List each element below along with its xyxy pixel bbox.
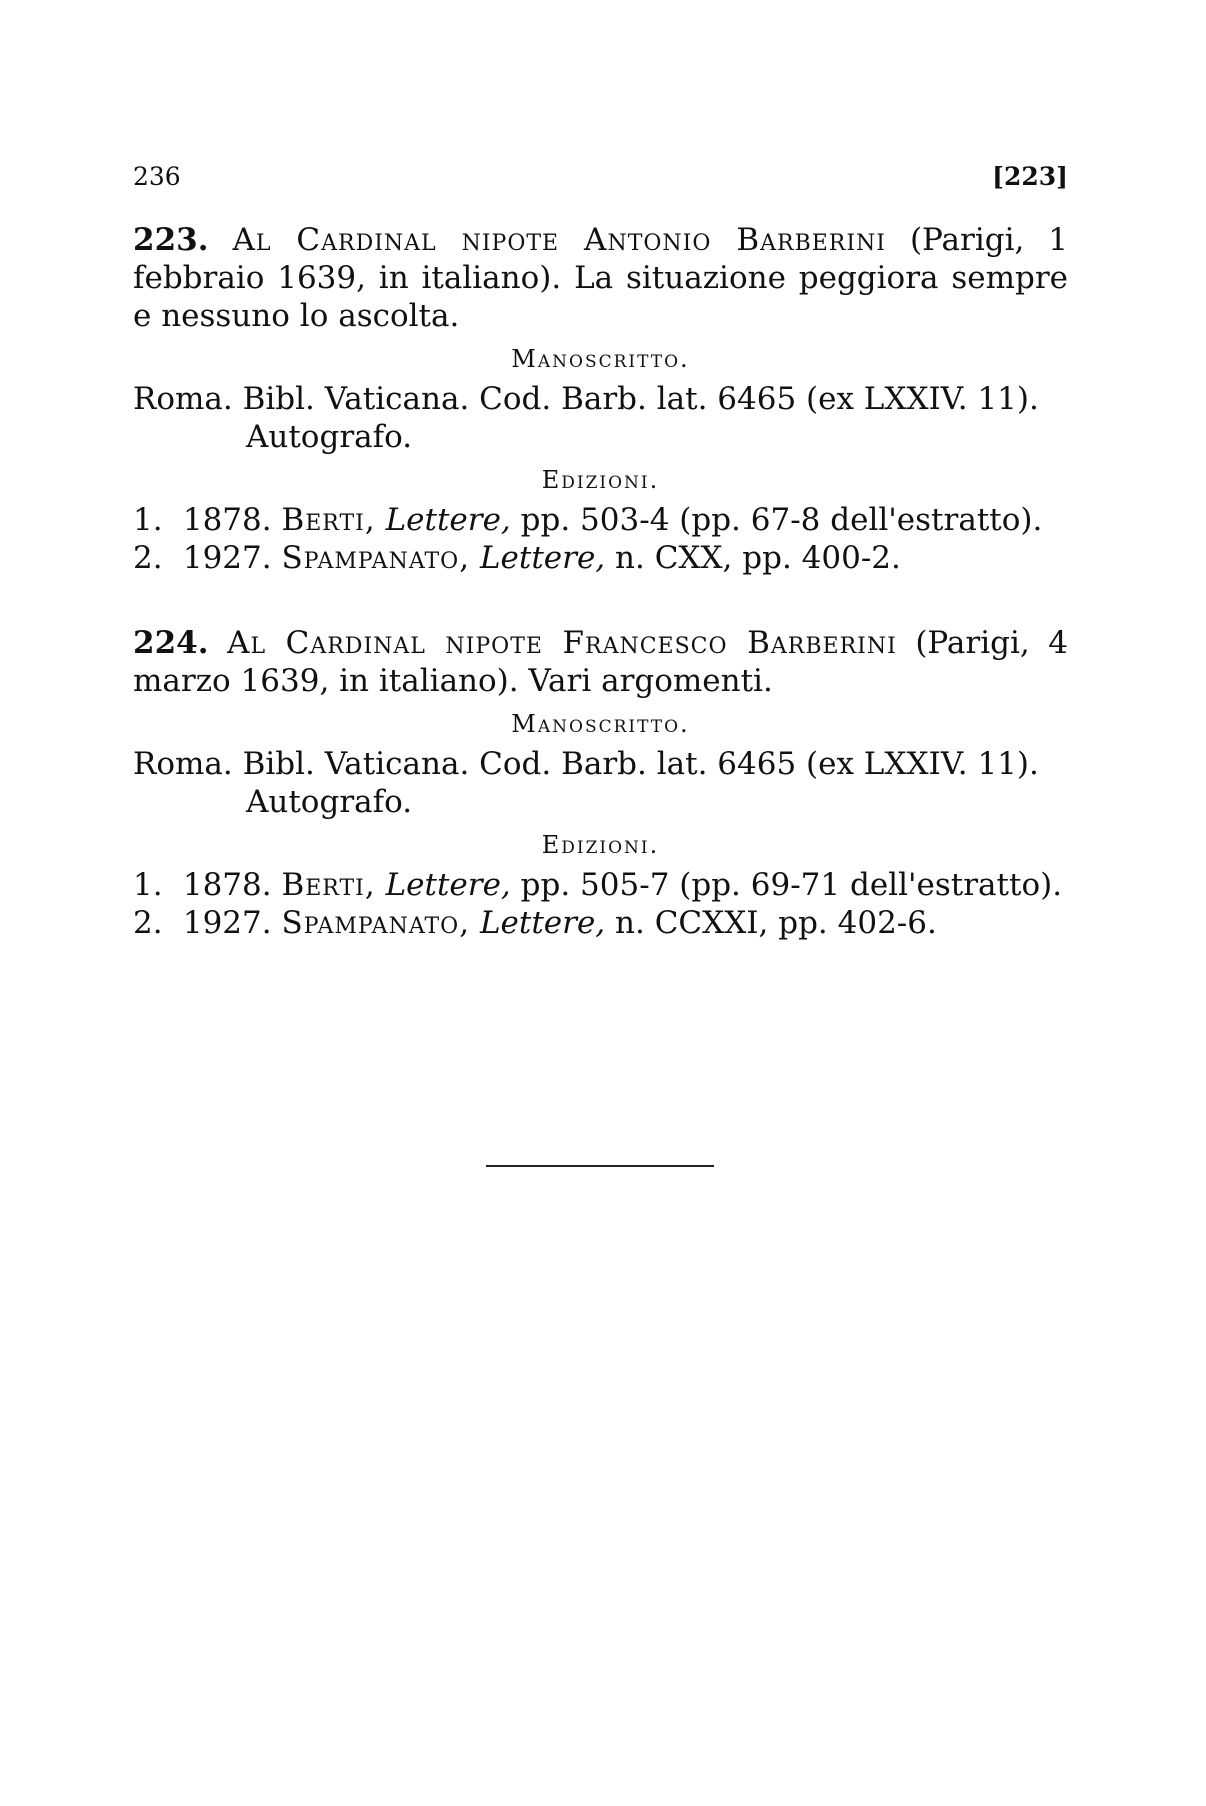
letter-entry-223 bbox=[133, 221, 1068, 577]
editions-label: Edizioni. bbox=[541, 466, 660, 494]
entry-summary: (Parigi, 1 febbraio 1639, in italiano). La situazione peggiora sempre e nessuno lo ascolta. bbox=[133, 222, 1069, 334]
edition-author: Spampanato, bbox=[281, 905, 471, 941]
edition-author: Berti, bbox=[281, 867, 376, 903]
edition-year: 1927. bbox=[182, 540, 272, 576]
edition-title: Lettere, bbox=[479, 540, 606, 576]
manuscript-note: Autografo. bbox=[246, 784, 413, 820]
entry-number: 224. bbox=[133, 625, 209, 661]
edition-author: Spampanato, bbox=[281, 540, 471, 576]
end-rule-divider bbox=[486, 1165, 714, 1167]
entry-heading bbox=[133, 624, 1068, 700]
edition-title: Lettere, bbox=[385, 502, 511, 538]
edition-number: 1. bbox=[133, 867, 163, 903]
entry-heading bbox=[133, 221, 1068, 335]
entry-summary: (Parigi, 4 marzo 1639, in italiano). Vari argomenti. bbox=[133, 625, 1068, 699]
entry-addressee: Al Cardinal nipote Antonio Barberini bbox=[232, 222, 886, 258]
edition-year: 1878. bbox=[182, 867, 272, 903]
manuscript-label: Manoscritto. bbox=[511, 710, 690, 738]
manuscript-note: Autografo. bbox=[246, 419, 413, 455]
edition-number: 1. bbox=[133, 502, 163, 538]
edition-item bbox=[133, 904, 1068, 942]
edition-year: 1927. bbox=[182, 905, 272, 941]
entry-number: 223. bbox=[133, 222, 209, 258]
edition-details: n. CCXXI, pp. 402-6. bbox=[615, 905, 937, 941]
manuscript-reference: Roma. Bibl. Vaticana. Cod. Barb. lat. 6465 (ex LXXIV. 11). bbox=[133, 381, 1039, 417]
edition-item bbox=[133, 501, 1068, 539]
edition-details: pp. 505-7 (pp. 69-71 dell'estratto). bbox=[520, 867, 1063, 903]
edition-item bbox=[133, 866, 1068, 904]
edition-title: Lettere, bbox=[385, 867, 511, 903]
edition-author: Berti, bbox=[281, 502, 376, 538]
edition-title: Lettere, bbox=[479, 905, 606, 941]
running-head bbox=[133, 162, 1068, 202]
edition-number: 2. bbox=[133, 540, 163, 576]
edition-item bbox=[133, 539, 1068, 577]
edition-details: pp. 503-4 (pp. 67-8 dell'estratto). bbox=[520, 502, 1043, 538]
manuscript-label: Manoscritto. bbox=[511, 345, 690, 373]
edition-details: n. CXX, pp. 400-2. bbox=[615, 540, 901, 576]
document-number: [223] bbox=[992, 162, 1068, 191]
page-number: 236 bbox=[133, 162, 181, 191]
editions-label: Edizioni. bbox=[541, 831, 660, 859]
manuscript-reference: Roma. Bibl. Vaticana. Cod. Barb. lat. 6465 (ex LXXIV. 11). bbox=[133, 746, 1039, 782]
entry-addressee: Al Cardinal nipote Francesco Barberini bbox=[227, 625, 897, 661]
edition-number: 2. bbox=[133, 905, 163, 941]
edition-year: 1878. bbox=[182, 502, 272, 538]
letter-entry-224 bbox=[133, 624, 1068, 942]
